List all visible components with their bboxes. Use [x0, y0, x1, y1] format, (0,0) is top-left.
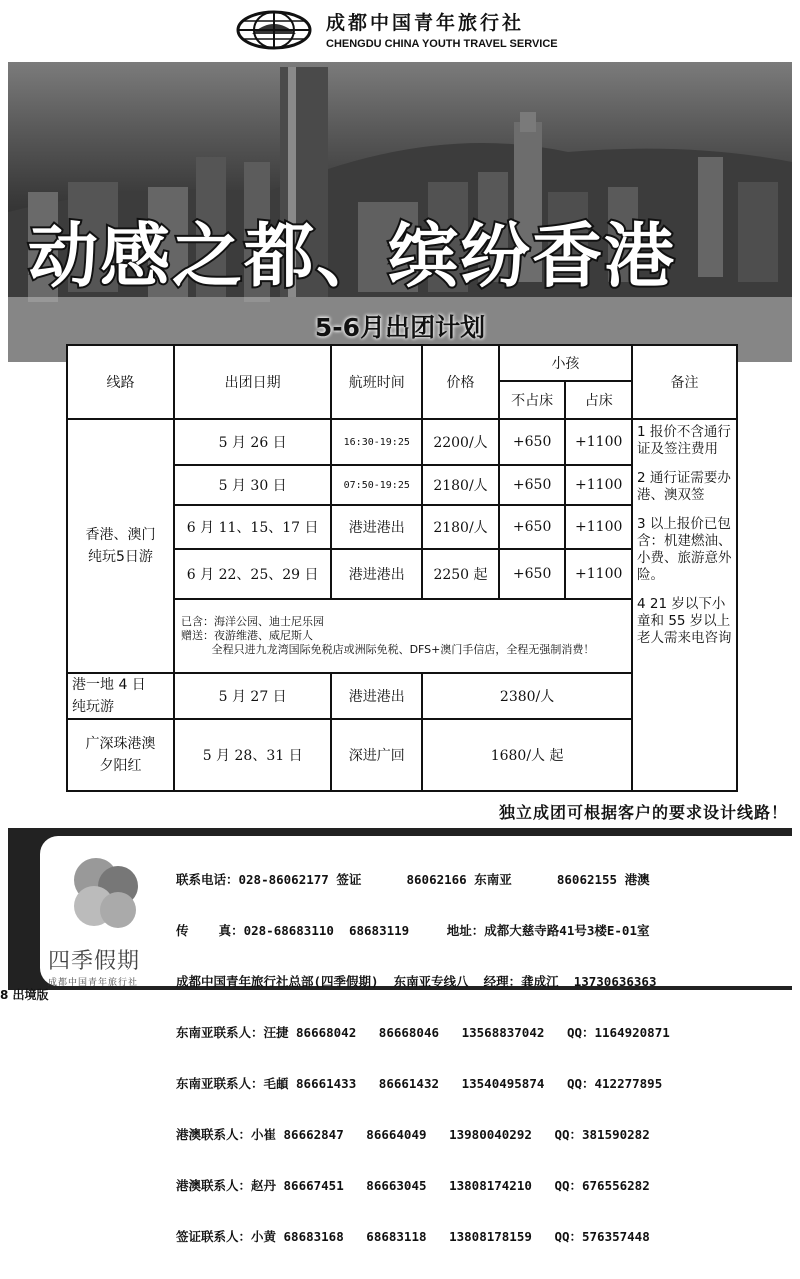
route-line: 港一地 4 日 — [72, 677, 146, 693]
tour-notes — [174, 599, 632, 673]
child-no-bed-cell: +650 — [499, 419, 566, 465]
remark-item: 3 以上报价已包含：机建燃油、小费、旅游意外险。 — [637, 516, 732, 583]
headline: 动感之都、缤纷香港 — [28, 215, 676, 297]
price-cell: 2380/人 — [422, 673, 632, 719]
header-price: 价格 — [422, 345, 499, 419]
child-bed-cell: +1100 — [565, 465, 632, 505]
tagline: 独立成团可根据客户的要求设计线路！ — [498, 803, 788, 822]
contact-line: 东南亚联系人：毛頔 86661433 86661432 13540495874 QQ：412277895 — [176, 1076, 663, 1091]
contact-line: 港澳联系人：赵丹 86667451 86663045 13808174210 QQ：676556282 — [176, 1178, 650, 1193]
child-bed-cell: +1100 — [565, 505, 632, 549]
remarks-cell — [632, 419, 737, 791]
price-cell: 2250 起 — [422, 549, 499, 599]
child-bed-cell: +1100 — [565, 549, 632, 599]
flight-cell: 港进港出 — [331, 505, 422, 549]
contact-line: 成都中国青年旅行社总部(四季假期) 东南亚专线八 经理：龚成江 13730636363 — [176, 974, 657, 989]
logo-text: 四季假期 — [48, 949, 141, 974]
contact-line: 传 真：028-68683110 68683119 地址：成都大慈寺路41号3楼E-01室 — [176, 923, 650, 938]
date-cell: 5 月 30 日 — [174, 465, 331, 505]
globe-logo-icon — [234, 10, 314, 50]
remark-item: 2 通行证需要办港、澳双签 — [637, 470, 731, 503]
subheadline: 5-6月出团计划 — [314, 313, 486, 342]
brand-name-cn: 成都中国青年旅行社 — [326, 12, 525, 34]
contact-line: 签证联系人：小黄 68683168 68683118 13808178159 QQ：576357448 — [176, 1229, 650, 1244]
brand-name-en: CHENGDU CHINA YOUTH TRAVEL SERVICE — [326, 38, 558, 50]
contact-card — [40, 836, 792, 1244]
header-child-no-bed: 不占床 — [499, 381, 566, 419]
table-row — [67, 419, 737, 465]
route-line: 纯玩5日游 — [88, 549, 153, 565]
contact-line: 联系电话：028-86062177 签证 86062166 东南亚 86062155 港澳 — [176, 872, 650, 887]
flight-cell: 港进港出 — [331, 549, 422, 599]
route-line: 纯玩游 — [72, 699, 114, 715]
date-cell: 5 月 28、31 日 — [174, 719, 331, 791]
seasons-holiday-logo — [44, 850, 168, 988]
price-cell: 2180/人 — [422, 465, 499, 505]
child-no-bed-cell: +650 — [499, 549, 566, 599]
flight-cell: 07:50-19:25 — [331, 465, 422, 505]
route-line: 香港、澳门 — [85, 527, 156, 543]
price-cell: 2200/人 — [422, 419, 499, 465]
header-remarks: 备注 — [632, 345, 737, 419]
date-cell: 5 月 26 日 — [174, 419, 331, 465]
logo-subtext: 成都中国青年旅行社 — [48, 978, 139, 988]
route-line: 广深珠港澳 — [85, 736, 156, 752]
gift-note: 赠送：夜游维港、威尼斯人 — [180, 629, 313, 642]
flight-cell: 深进广回 — [331, 719, 422, 791]
header-route: 线路 — [67, 345, 174, 419]
header-flight: 航班时间 — [331, 345, 422, 419]
price-cell: 2180/人 — [422, 505, 499, 549]
header — [0, 0, 800, 62]
page-footer: 8 出境版 — [0, 988, 49, 1002]
header-date: 出团日期 — [174, 345, 331, 419]
route-cell — [67, 719, 174, 791]
flight-cell: 16:30-19:25 — [331, 419, 422, 465]
child-bed-cell: +1100 — [565, 419, 632, 465]
route-line: 夕阳红 — [99, 758, 142, 774]
contact-line: 港澳联系人：小崔 86662847 86664049 13980040292 QQ：381590282 — [176, 1127, 650, 1142]
included-note: 已含：海洋公园、迪士尼乐园 — [180, 615, 324, 628]
child-no-bed-cell: +650 — [499, 465, 566, 505]
flower-logo-icon — [44, 850, 168, 940]
contact-lines — [176, 837, 670, 1279]
contact-line: 东南亚联系人：汪捷 86668042 86668046 13568837042 QQ：1164920871 — [176, 1025, 670, 1040]
price-cell: 1680/人 起 — [422, 719, 632, 791]
flight-cell: 港进港出 — [331, 673, 422, 719]
route-cell — [67, 673, 174, 719]
header-child-bed: 占床 — [565, 381, 632, 419]
header-child: 小孩 — [499, 345, 632, 381]
date-cell: 6 月 22、25、29 日 — [174, 549, 331, 599]
remark-item: 1 报价不含通行证及签注费用 — [637, 424, 731, 457]
shopping-note: 全程只进九龙湾国际免税店或洲际免税、DFS+澳门手信店，全程无强制消费！ — [211, 643, 595, 656]
date-cell: 5 月 27 日 — [174, 673, 331, 719]
child-no-bed-cell: +650 — [499, 505, 566, 549]
tour-schedule-table — [66, 344, 738, 792]
route-cell — [67, 419, 174, 673]
date-cell: 6 月 11、15、17 日 — [174, 505, 331, 549]
remark-item: 4 21 岁以下小童和 55 岁以上老人需来电咨询 — [637, 596, 732, 646]
